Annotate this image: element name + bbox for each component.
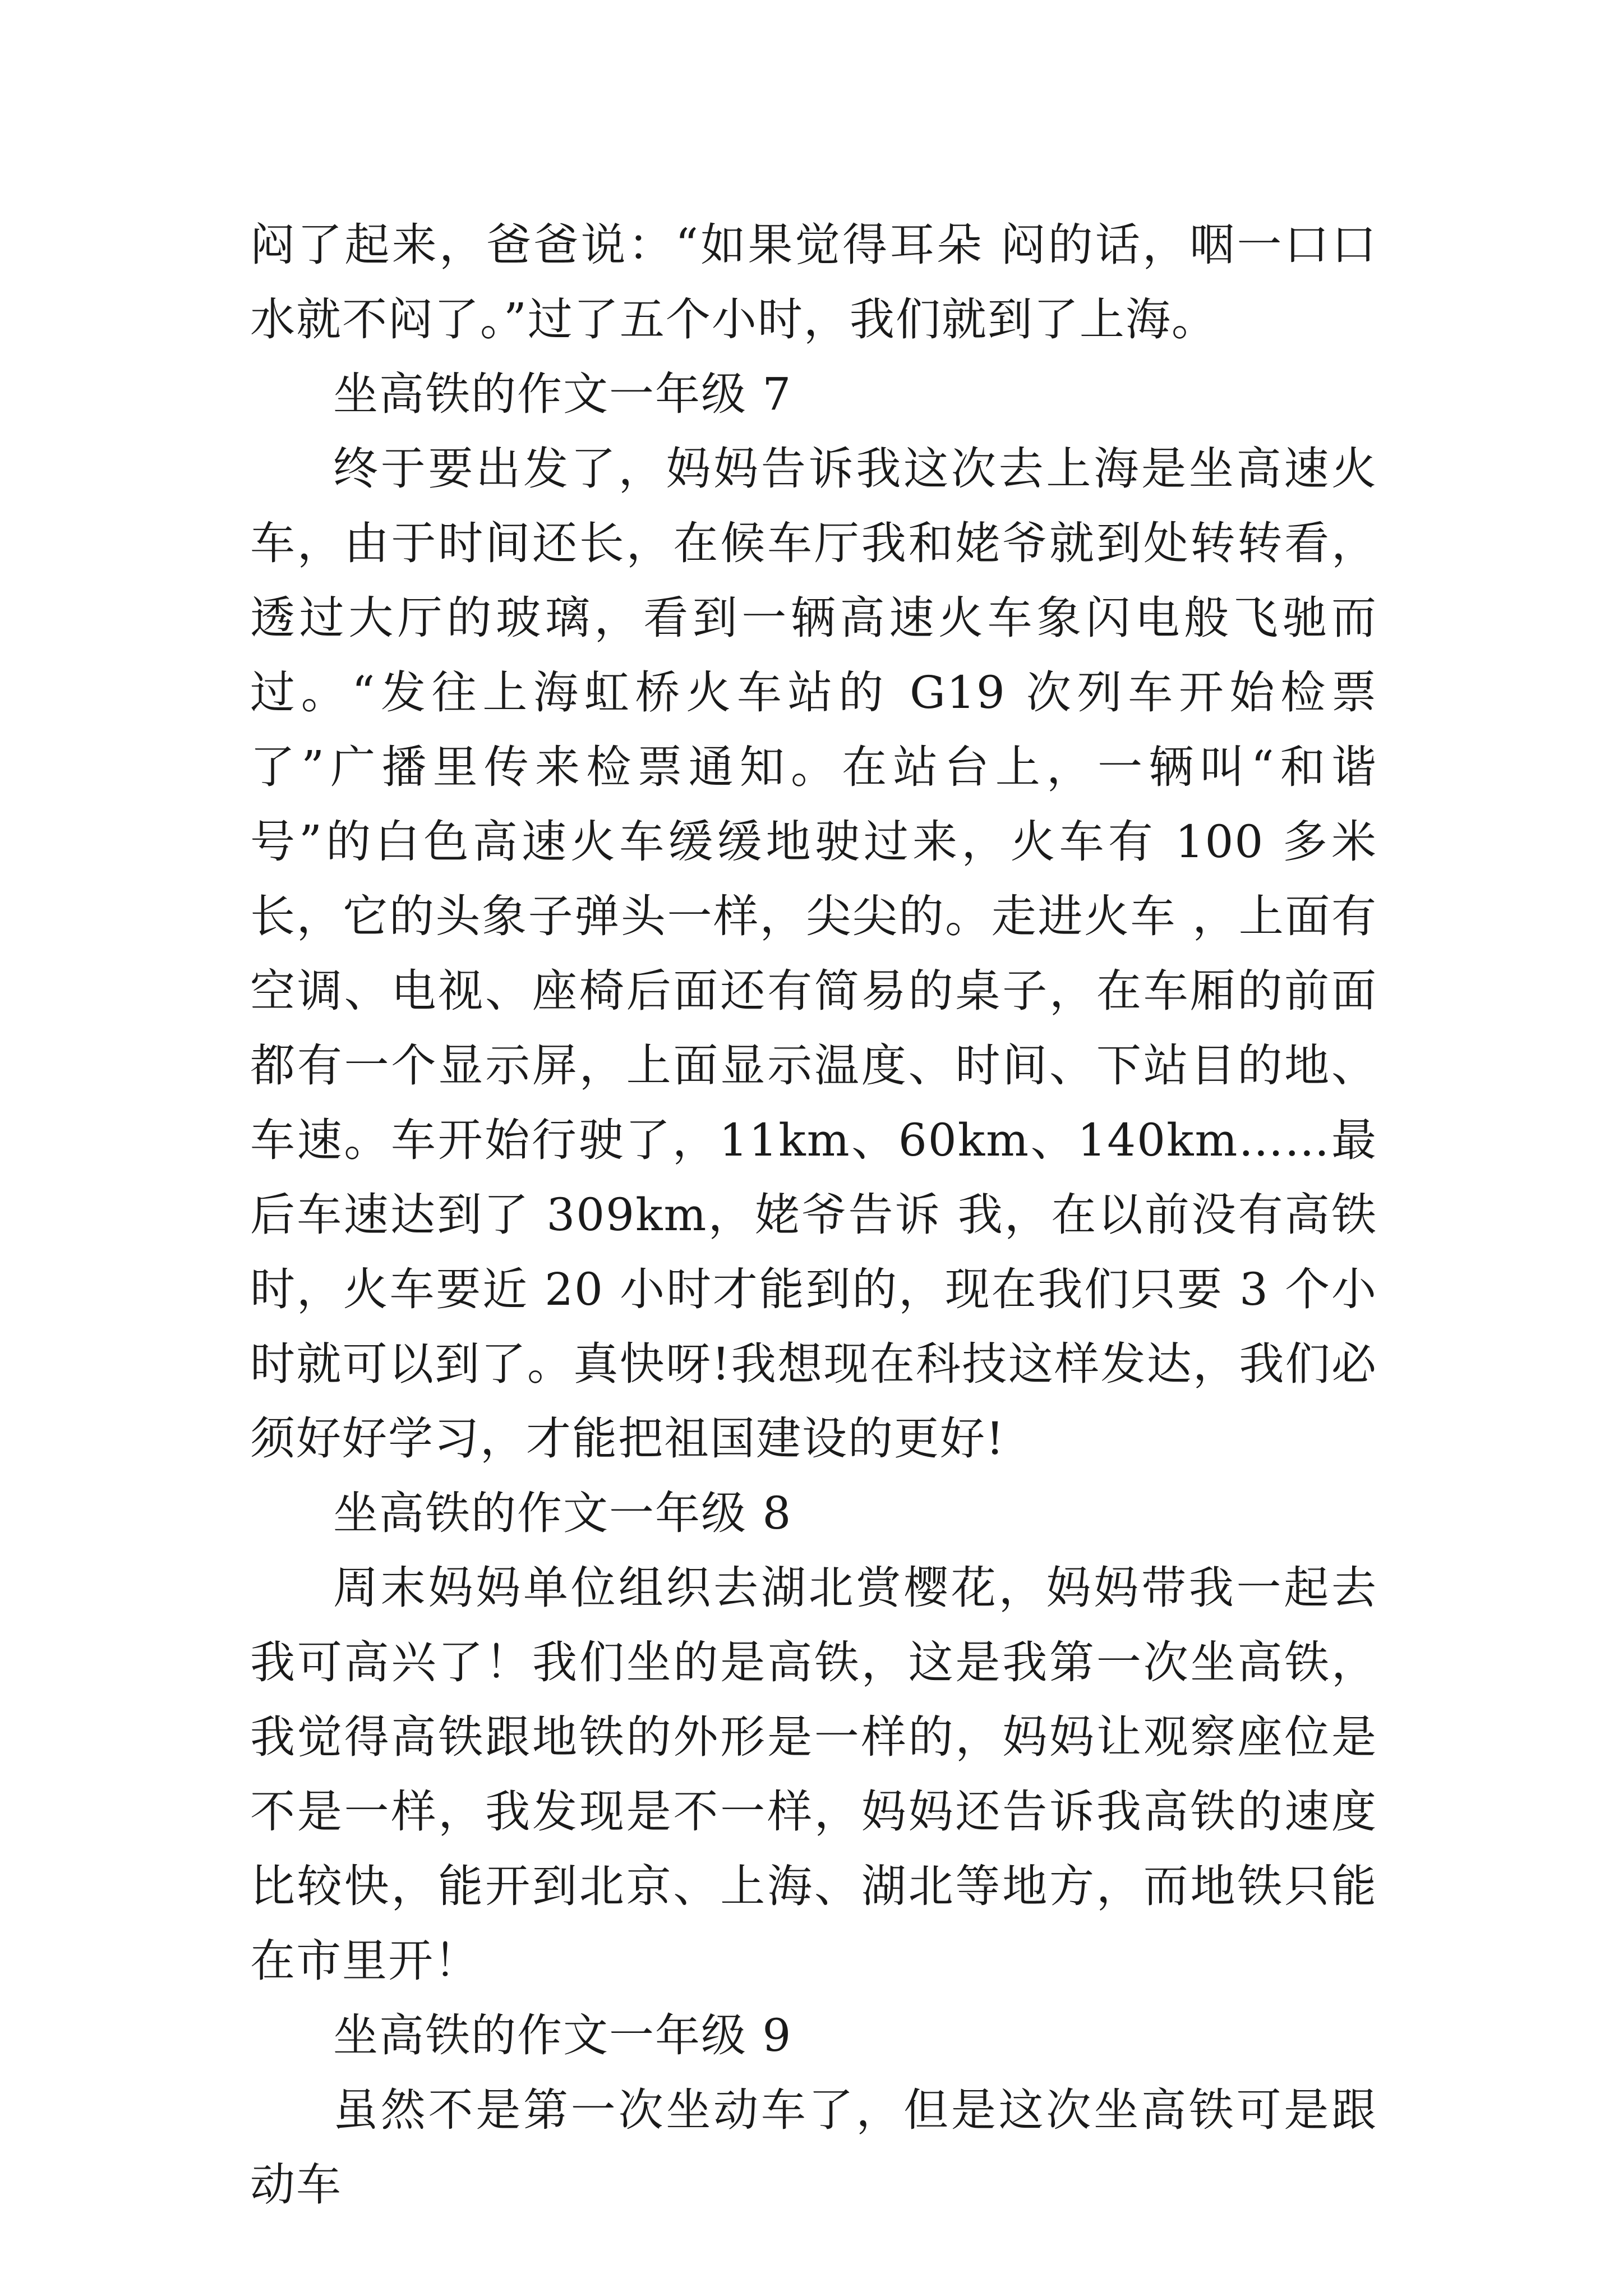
section-heading-7: 坐高铁的作文一年级 7 xyxy=(333,368,792,420)
paragraph-essay-7: 终于要出发了，妈妈告诉我这次去上海是坐高速火车，由于时间还长，在候车厅我和姥爷就到处转转看，透过大厅的玻璃，看到一辆高速火车象闪电般飞驰而过。“发往上海虹桥火车站的 G19 次列车开始检票了”广播里传来检票通知。在站台上，一辆叫“和谐号”的白色高速火车缓缓地驶过来，火车有 100 多米长，它的头象子弹头一样，尖尖的。走进火车 ，上面有空调、电视、座椅后面还有简易的桌子，在车厢的前面都有一个显示屏，上面显示温度、时间、下站目的地、车速。车开始行驶了，11km、60km、140km……最后车速达到了 309km，姥爷告诉 我，在以前没有高铁时，火车要近 20 小时才能到的，现在我们只要 3 个小时就可以到了。真快呀!我想现在科技这样发达，我们必须好好学习，才能把祖国建设的更好! xyxy=(250,443,1377,1465)
section-heading-9: 坐高铁的作文一年级 9 xyxy=(333,2009,792,2062)
paragraph-continuation: 闷了起来，爸爸说：“如果觉得耳朵 闷的话，咽一口口水就不闷了。”过了五个小时，我们就到了上海。 xyxy=(250,219,1377,346)
paragraph-essay-9: 虽然不是第一次坐动车了，但是这次坐高铁可是跟动车 xyxy=(250,2084,1377,2211)
paragraph-essay-8: 周末妈妈单位组织去湖北赏樱花，妈妈带我一起去我可高兴了！我们坐的是高铁，这是我第一次坐高铁，我觉得高铁跟地铁的外形是一样的，妈妈让观察座位是不是一样，我发现是不一样，妈妈还告诉我高铁的速度比较快，能开到北京、上海、湖北等地方，而地铁只能在市里开！ xyxy=(250,1562,1377,1987)
section-heading-8: 坐高铁的作文一年级 8 xyxy=(333,1487,792,1539)
document-body xyxy=(250,208,1377,2222)
